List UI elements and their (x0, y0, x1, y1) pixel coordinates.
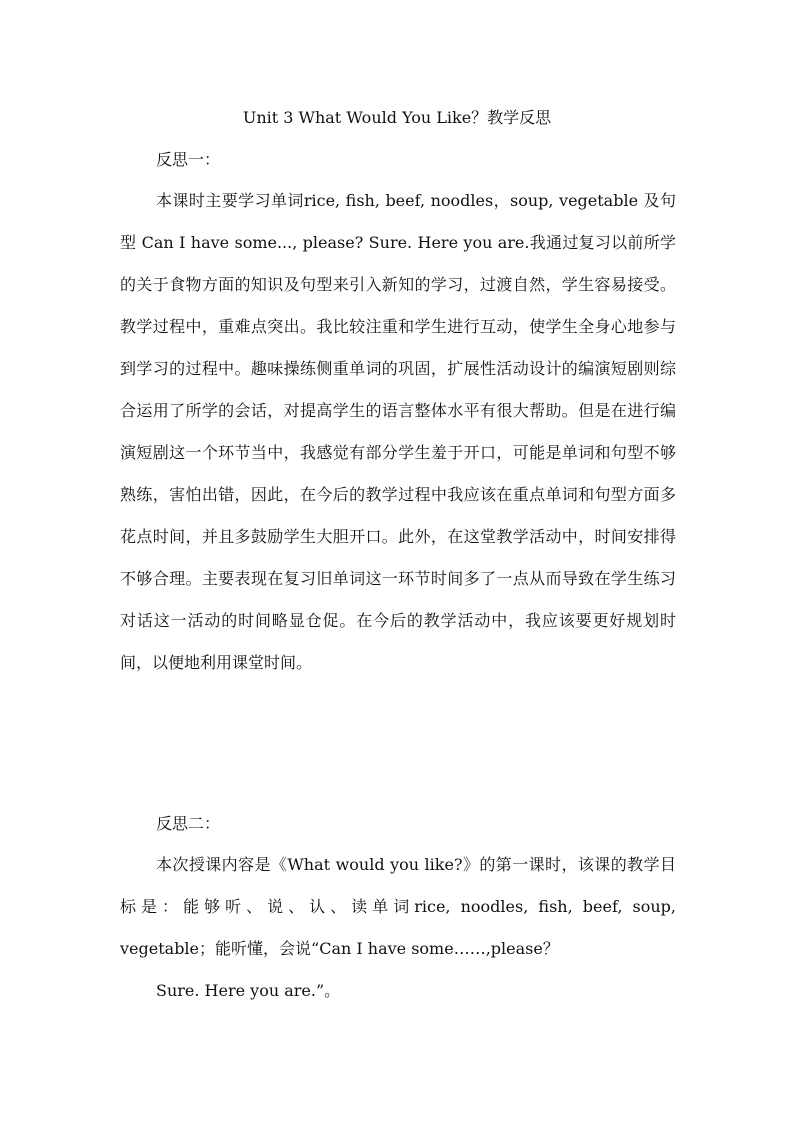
section-paragraph-1: 本课时主要学习单词rice, fish, beef, noodles，soup, vegetable 及句型 Can I have some..., please? Sure. Here you are.我通过复习以前所学的关于食物方面的知识及句型来引入新知的学习，过渡自然，学生容易接受。教学过程中，重难点突出。我比较注重和学生进行互动，使学生全身心地参与到学习的过程中。趣味操练侧重单词的巩固，扩展性活动设计的编演短剧则综合运用了所学的会话，对提高学生的语言整体水平有很大帮助。但是在进行编演短剧这一个环节当中，我感觉有部分学生羞于开口，可能是单词和句型不够熟练，害怕出错，因此，在今后的教学过程中我应该在重点单词和句型方面多花点时间，并且多鼓励学生大胆开口。此外，在这堂教学活动中，时间安排得不够合理。主要表现在复习旧单词这一环节时间多了一点从而导致在学生练习对话这一活动的时间略显仓促。在今后的教学活动中，我应该要更好规划时间，以便地利用课堂时间。 (120, 191, 676, 672)
reflection-section-1 (120, 146, 676, 684)
section-paragraph-2: 本次授课内容是《What would you like?》的第一课时，该课的教学目标是：能够听、说、认、读单词rice, noodles, fish, beef, soup, vegetable；能听懂，会说“Can I have some……,please？ (120, 855, 676, 958)
section-heading-2: 反思二： (156, 814, 221, 833)
document-title: Unit 3 What Would You Like？教学反思 (242, 108, 552, 127)
section-paragraph-2-last-line: Sure. Here you are.”。 (156, 981, 341, 1000)
reflection-section-2 (120, 810, 676, 1012)
section-heading-1: 反思一： (156, 150, 221, 169)
